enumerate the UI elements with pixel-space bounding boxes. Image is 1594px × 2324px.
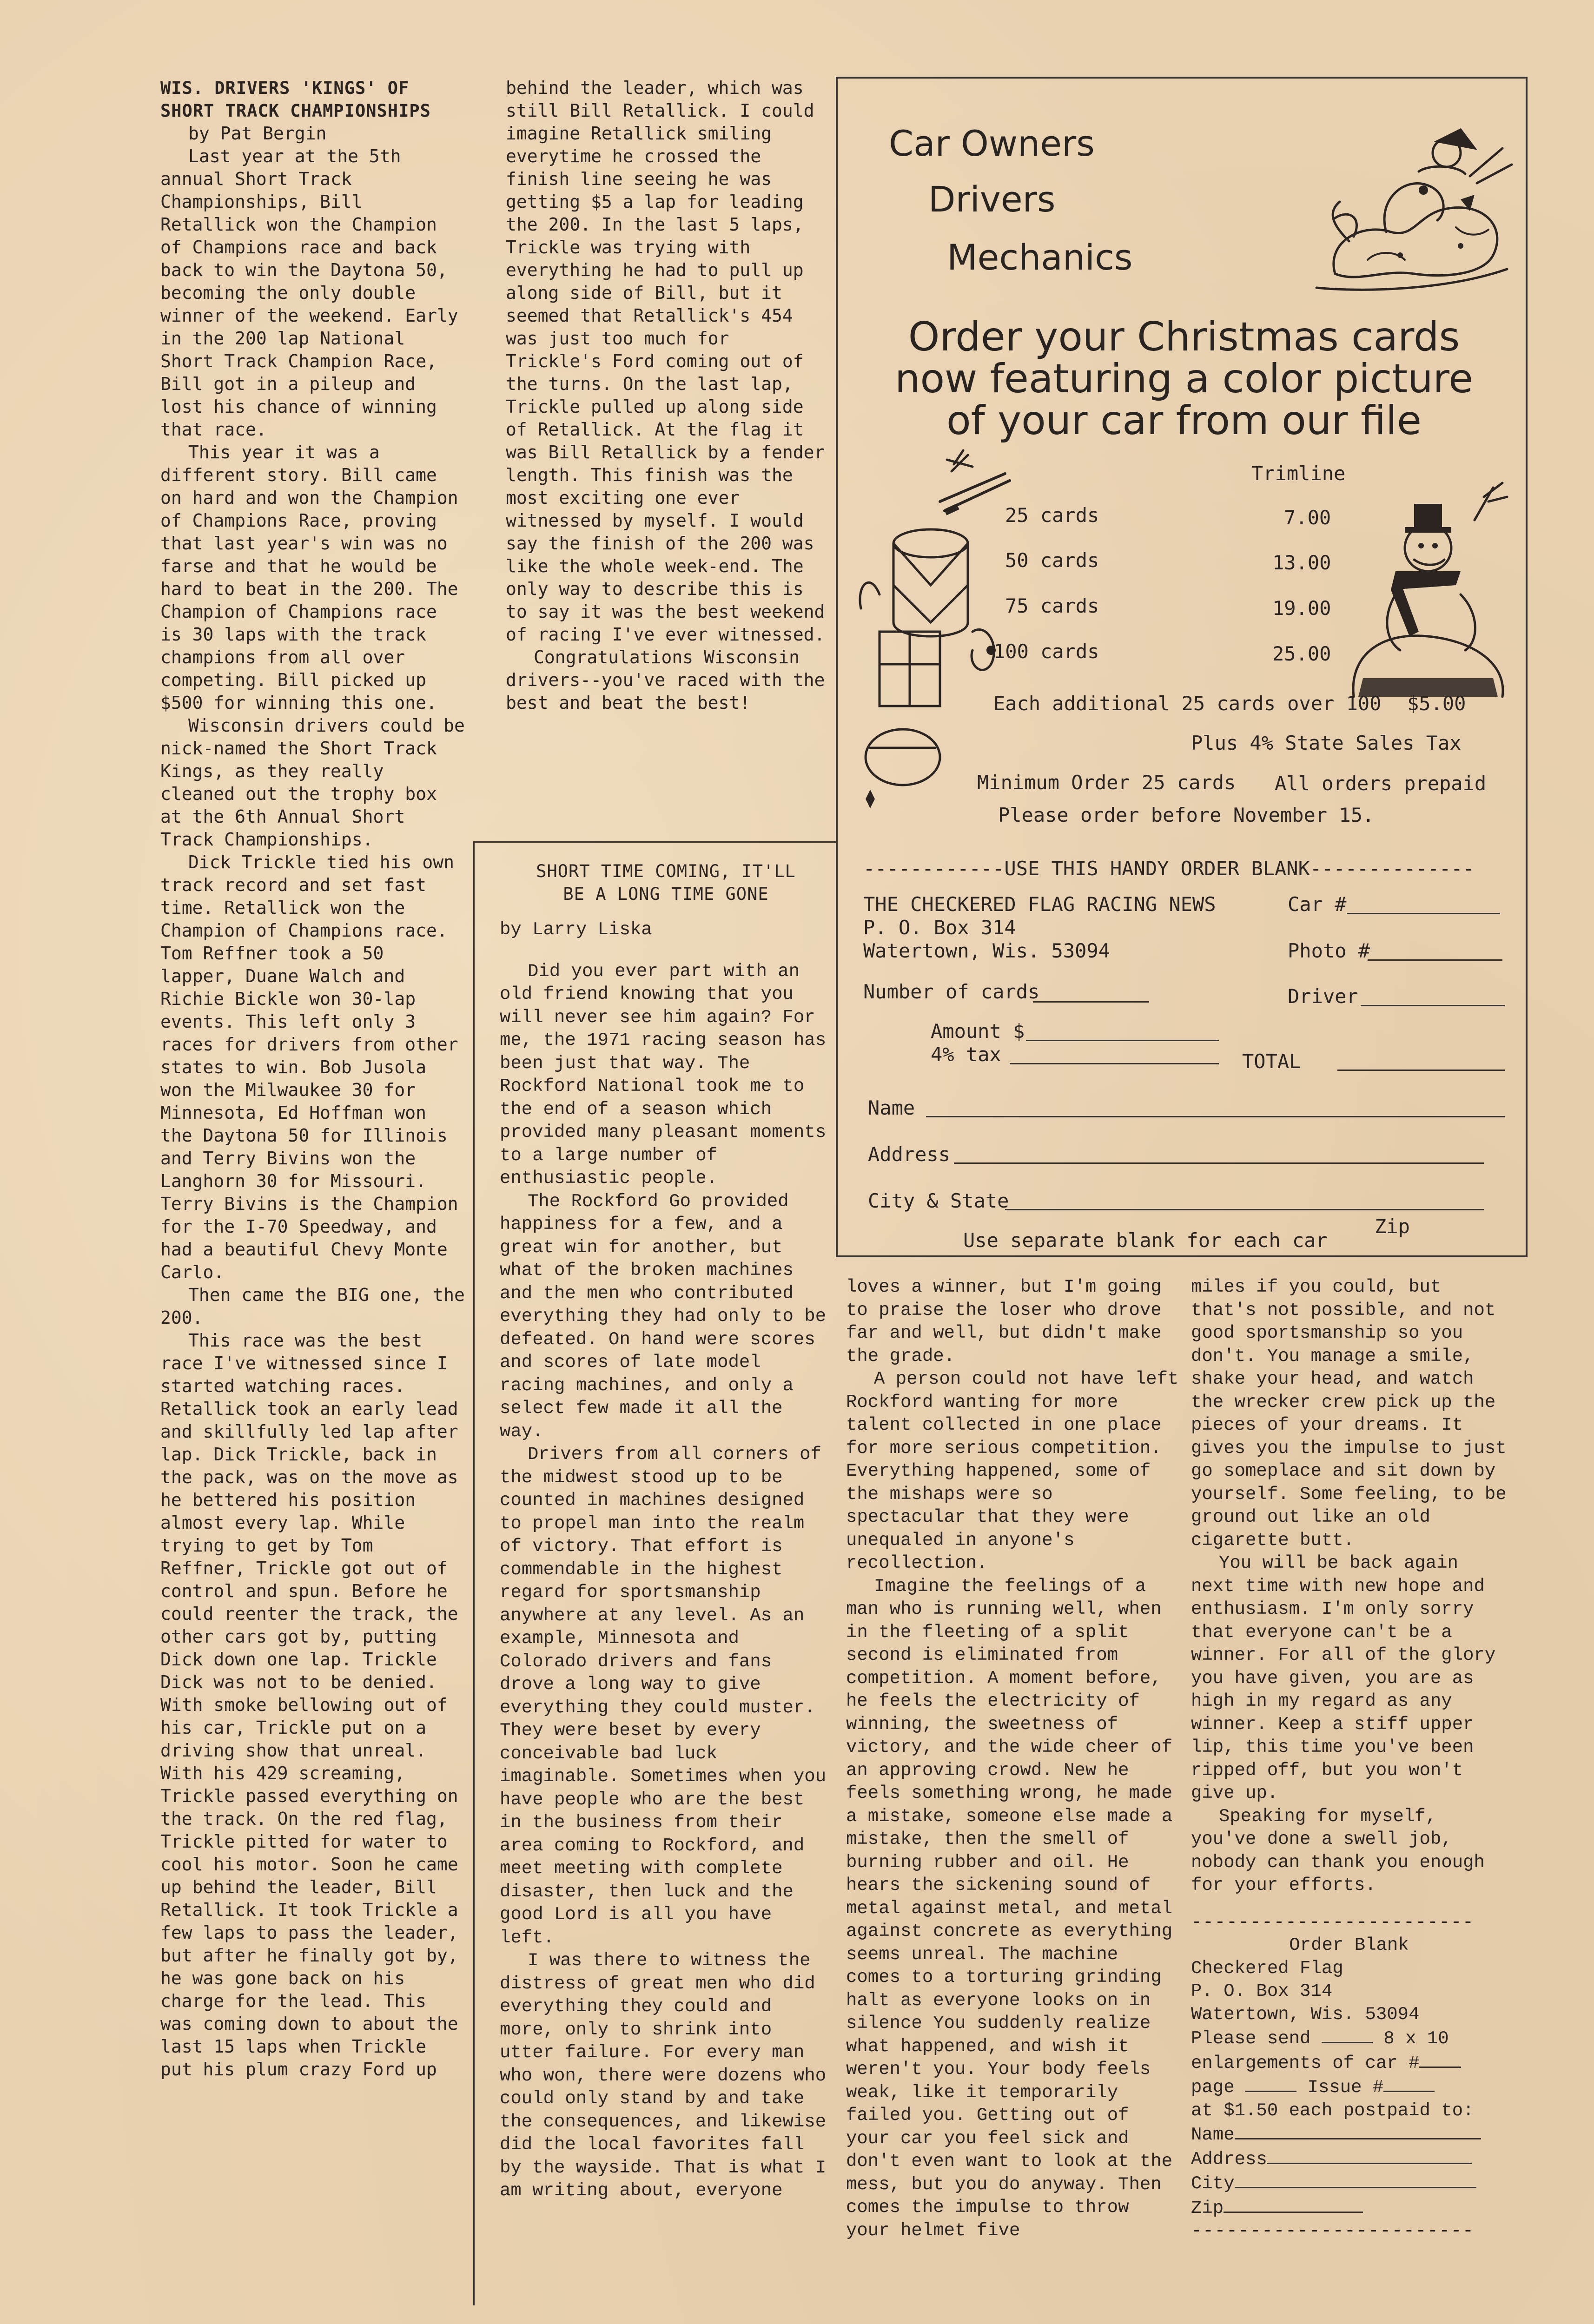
address-line-field: Address: [1191, 2147, 1507, 2172]
price-line: at $1.50 each postpaid to:: [1191, 2100, 1474, 2121]
paragraph: Drivers from all corners of the midwest stood up to be counted in machines designed to propel man into the realm of victory. That effort is commendable in the highest regard for sportsmanship anywhere at any level. As an example, Minnesota and Colorado drivers and fans drove a long way to give everything they could muster. They were beset by every conceivable bad luck imaginable. Sometimes when you have people who are the best in the business from their area coming to Rockford, and meet meeting with complete disaster, then luck and the good Lord is all you have left.: [500, 1444, 827, 1948]
enlargements-line: enlargements of car #: [1191, 2051, 1507, 2075]
paragraph: This race was the best race I've witnessed since I started watching races. Retallick took an early lead and skillfully led lap after lap. Dick Trickle, back in the pack, was on the move as he bettered his position almost every lap. While trying to get by Tom Reffner, Trickle got out of control and spun. Before he could reenter the track, the other cars got by, putting Dick down one lap. Trickle Dick was not to be denied. With smoke bellowing out of his car, Trickle put on a driving show that unreal. With his 429 screaming, Trickle passed everything on the track. On the red flag, Trickle pitted for water to cool his motor. Soon he came up behind the leader, Bill Retallick. It took Trickle a few laps to pass the leader, but after he finally got by, he was gone back on his charge for the lead. This was coming down to about the last 15 laps when Trickle put his plum crazy Ford up: [160, 1330, 458, 2080]
price-qty: 25 cards: [1005, 504, 1099, 527]
paragraph: Last year at the 5th annual Short Track Championships, Bill Retallick won the Champion of Champions race and back back to win the Daytona 50, becoming the only double winner of the weekend. Early in the 200 lap National Short Track Champion Race, Bill got in a pileup and lost his chance of winning that race.: [160, 146, 458, 440]
address-line: P. O. Box 314: [863, 916, 1016, 939]
address-line: P. O. Box 314: [1191, 1981, 1333, 2001]
paragraph: A person could not have left Rockford wanting for more talent collected in one place for more serious competition. Everything happened, some of the mishaps were so spectacular that they were unequaled in anyone's recollection.: [846, 1369, 1179, 1573]
page-field[interactable]: [1245, 2075, 1296, 2092]
price-value: 25.00: [1272, 642, 1331, 665]
order-blank-title: Order Blank: [1289, 1935, 1409, 1955]
additional-cards-price: $5.00: [1407, 692, 1466, 715]
price-value: 7.00: [1284, 506, 1331, 529]
driver-field[interactable]: [1361, 1005, 1505, 1006]
address-line: Watertown, Wis. 53094: [1191, 2004, 1420, 2025]
tax-field[interactable]: [1010, 1063, 1219, 1064]
article1-col2: [506, 77, 827, 714]
zip-field[interactable]: [1224, 2196, 1363, 2213]
price-value: 13.00: [1272, 551, 1331, 574]
minimum-order-text: Minimum Order 25 cards: [977, 771, 1236, 794]
paragraph: Dick Trickle tied his own track record and set fast time. Retallick won the Champion of Champions race. Tom Reffner took a 50 lapper, Duane Walch and Richie Bickle won 30-lap events. This left only 3 races for drivers from other states to win. Bob Jusola won the Milwaukee 30 for Minnesota, Ed Hoffman won the Daytona 50 for Illinois and Terry Bivins won the Langhorn 30 for Missouri. Terry Bivins is the Champion for the I-70 Speedway, and had a beautiful Chevy Monte Carlo.: [160, 852, 458, 1282]
deadline-text: Please order before November 15.: [998, 804, 1375, 826]
car-number-field[interactable]: [1419, 2051, 1461, 2068]
drum-and-gifts-illustration: [852, 446, 1019, 808]
issue-field[interactable]: [1383, 2075, 1435, 2092]
article2-col3: [500, 860, 832, 2203]
price-qty: 75 cards: [1005, 594, 1099, 617]
ad-headline-line-3: of your car from our file: [946, 397, 1422, 444]
headline-line-1: WIS. DRIVERS 'KINGS' OF: [160, 78, 410, 98]
name-label: Name: [868, 1096, 915, 1119]
paragraph: Speaking for myself, you've done a swell job, nobody can thank you enough for your efforts.: [1191, 1806, 1485, 1895]
article1-byline: by Pat Bergin: [188, 123, 327, 144]
city-state-label: City & State: [868, 1189, 1009, 1212]
address-line: Checkered Flag: [1191, 1958, 1343, 1979]
address-line: Watertown, Wis. 53094: [863, 939, 1111, 962]
amount-field[interactable]: [1026, 1040, 1219, 1041]
christmas-card-ad: [836, 77, 1528, 1257]
article1-col1: [160, 77, 467, 2081]
ad-heading-drivers: Drivers: [928, 178, 1056, 220]
order-blank-banner: ------------USE THIS HANDY ORDER BLANK--------------: [863, 857, 1475, 880]
price-qty: 50 cards: [1005, 549, 1099, 572]
tax-label: 4% tax: [931, 1043, 1001, 1066]
ad-headline-line-2: now featuring a color picture: [894, 356, 1474, 402]
ad-footer-note: Use separate blank for each car: [963, 1229, 1328, 1252]
photo-number-label: Photo #: [1288, 939, 1370, 962]
photo-number-field[interactable]: [1368, 959, 1502, 961]
name-line: Name: [1191, 2122, 1507, 2147]
price-qty: 100 cards: [993, 640, 1099, 663]
article2-col4: [846, 1276, 1181, 2242]
paragraph: miles if you could, but that's not possible, and not good sportsmanship so you don't. You manage a smile, shake your head, and watch the wrecker crew pick up the pieces of your dreams. It gives you the impulse to just go someplace and sit down by yourself. Some feeling, to be ground out like an old cigarette butt.: [1191, 1277, 1507, 1551]
name-field[interactable]: [926, 1116, 1505, 1117]
article2-col5: [1191, 1276, 1507, 2243]
paragraph: I was there to witness the distress of great men who did everything they could and more, only to shrink into utter failure. For every man who won, there were dozens who could only stand by and take the consequences, and likewise did the local favorites fall by the wayside. That is what I am writing about, everyone: [500, 1950, 827, 2201]
driver-label: Driver: [1288, 985, 1358, 1008]
santa-sleigh-illustration: [1307, 120, 1516, 297]
headline-line-1: SHORT TIME COMING, IT'LL: [536, 861, 796, 881]
zip-label: Zip: [1375, 1215, 1410, 1238]
city-state-field[interactable]: [1005, 1209, 1484, 1210]
total-label: TOTAL: [1242, 1050, 1301, 1073]
article2-headline: [500, 860, 832, 905]
address-field[interactable]: [954, 1162, 1484, 1164]
paragraph: This year it was a different story. Bill came on hard and won the Champion of Champions Race, proving that last year's win was no farse and that he would be hard to beat in the 200. The Champion of Champions race is 30 laps with the track champions from all over competing. Bill picked up $500 for winning this one.: [160, 442, 458, 713]
sales-tax-text: Plus 4% State Sales Tax: [1191, 732, 1462, 754]
ad-headline-line-1: Order your Christmas cards: [908, 314, 1460, 360]
paragraph: Imagine the feelings of a man who is running well, when in the fleeting of a split second is eliminated from competition. A moment before, he feels the electricity of winning, the sweetness of victory, and the wide cheer of an approving crowd. New he feels something wrong, he made a mistake, someone else made a mistake, then the smell of burning rubber and oil. He hears the sickening sound of metal against metal, and metal against concrete as everything seems unreal. The machine comes to a torturing grinding halt as everyone looks on in silence You suddenly realize what happened, and wish it weren't you. Your body feels weak, like it temporarily failed you. Getting out of your car you feel sick and don't even want to look at the mess, but you do anyway. Then comes the impulse to throw your helmet five: [846, 1576, 1173, 2241]
article2-byline: by Larry Liska: [500, 919, 652, 940]
number-of-cards-label: Number of cards: [863, 980, 1040, 1003]
paragraph: behind the leader, which was still Bill Retallick. I could imagine Retallick smiling everytime he crossed the finish line seeing he was getting $5 a lap for leading the 200. In the last 5 laps, Trickle was trying with everything he had to pull up along side of Bill, but it seemed that Retallick's 454 was just too much for Trickle's Ford coming out of the turns. On the last lap, Trickle pulled up along side of Retallick. At the flag it was Bill Retallick by a fender length. This finish was the most exciting one ever witnessed by myself. I would say the finish of the 200 was like the whole week-end. The only way to describe this is to say it was the best weekend of racing I've ever witnessed.: [506, 78, 825, 645]
article-divider: [473, 841, 836, 843]
enlargement-order-blank: [1191, 1911, 1507, 2243]
name-field[interactable]: [1235, 2122, 1481, 2139]
address-label: Address: [868, 1143, 951, 1166]
paragraph: You will be back again next time with new hope and enthusiasm. I'm only sorry that everyone can't be a winner. For all of the glory you have given, you are as high in my regard as any winner. Keep a stiff upper lip, this time you've been ripped off, but you won't give up.: [1191, 1553, 1496, 1803]
city-field[interactable]: [1235, 2171, 1476, 2188]
zip-line: Zip: [1191, 2196, 1507, 2220]
address-field[interactable]: [1267, 2147, 1472, 2164]
city-line: City: [1191, 2171, 1507, 2196]
additional-cards-text: Each additional 25 cards over 100: [993, 692, 1382, 715]
price-value: 19.00: [1272, 597, 1331, 620]
dashed-rule: ------------------------: [1191, 2221, 1475, 2241]
car-number-label: Car #: [1288, 893, 1347, 916]
prepaid-text: All orders prepaid: [1275, 772, 1487, 795]
number-of-cards-field[interactable]: [1033, 1001, 1149, 1003]
paragraph: Then came the BIG one, the 200.: [160, 1285, 465, 1328]
snowman-illustration: [1344, 478, 1512, 701]
article1-headline: [160, 77, 467, 122]
please-send-line: Please send 8 x 10: [1191, 2026, 1507, 2051]
headline-line-2: BE A LONG TIME GONE: [563, 884, 769, 904]
paragraph: The Rockford Go provided happiness for a few, and a great win for another, but what of the broken machines and the men who contributed everything they had only to be defeated. On hand were scores and scores of late model racing machines, and only a select few made it all the way.: [500, 1191, 827, 1442]
paragraph: Did you ever part with an old friend knowing that you will never see him again? For me, the 1971 racing season has been just that way. The Rockford National took me to the end of a season which provided many pleasant moments to a large number of enthusiastic people.: [500, 961, 827, 1188]
paragraph: Congratulations Wisconsin drivers--you've raced with the best and beat the best!: [506, 647, 825, 713]
total-field[interactable]: [1337, 1070, 1505, 1071]
ad-heading-car-owners: Car Owners: [889, 123, 1095, 164]
address-line: THE CHECKERED FLAG RACING NEWS: [863, 893, 1216, 916]
ad-heading-mechanics: Mechanics: [947, 237, 1133, 278]
page-issue-line: page Issue #: [1191, 2075, 1507, 2100]
headline-line-2: SHORT TRACK CHAMPIONSHIPS: [160, 101, 431, 121]
amount-label: Amount $: [931, 1020, 1025, 1043]
car-number-field[interactable]: [1347, 913, 1500, 914]
column-rule: [473, 841, 475, 2305]
quantity-field[interactable]: [1322, 2026, 1373, 2043]
price-header: Trimline: [1251, 462, 1346, 485]
paragraph: Wisconsin drivers could be nick-named the Short Track Kings, as they really cleaned out the trophy box at the 6th Annual Short Track Championships.: [160, 715, 465, 850]
dashed-rule: ------------------------: [1191, 1912, 1475, 1933]
paragraph: loves a winner, but I'm going to praise the loser who drove far and well, but didn't make the grade.: [846, 1277, 1162, 1367]
